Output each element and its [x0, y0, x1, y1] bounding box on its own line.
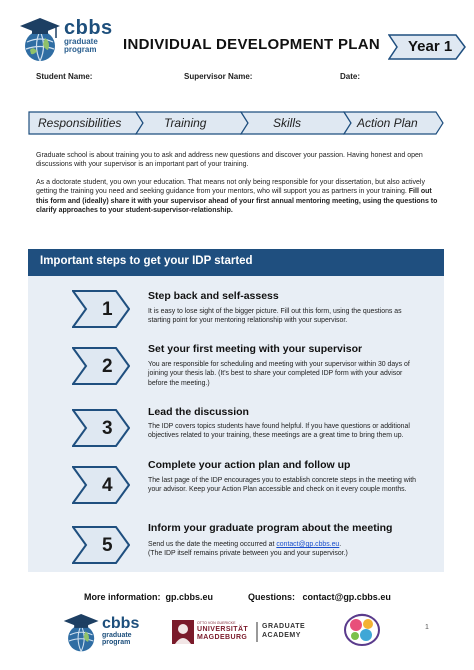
footer-logo-sub-1: graduate	[102, 632, 132, 639]
questions-email[interactable]: contact@gp.cbbs.eu	[302, 592, 391, 602]
more-info	[84, 592, 213, 602]
step-3-text: The IDP covers topics students have found helpful. If you have questions or additional objectives related to your training, these meetings are a great time to bring them up.	[148, 423, 410, 440]
academy-line-2: ACADEMY	[262, 632, 301, 639]
logo-subtitle-1: graduate	[64, 37, 98, 46]
university-logo	[172, 620, 252, 644]
step-4-number: 4	[102, 475, 113, 496]
cbbs-logo	[18, 16, 113, 66]
brain-icon	[342, 612, 382, 648]
more-info-url[interactable]: gp.cbbs.eu	[165, 592, 214, 602]
intro-paragraph-1: Graduate school is about training you to ask and address new questions and discover your passion. Having honest and open discussions with your supervisor is an important part of your training.	[36, 152, 423, 169]
step-5-text-a: Send us the date the meeting occurred at	[148, 541, 277, 548]
step-4-title: Complete your action plan and follow up	[148, 459, 351, 471]
step-5-text-b: .	[339, 541, 342, 548]
university-line-2: MAGDEBURG	[197, 634, 248, 641]
graduate-cap-globe-icon	[18, 16, 64, 66]
university-small-text: OTTO VON GUERICKE	[197, 621, 236, 625]
brain-network-logo	[342, 612, 382, 648]
step-1-chevron	[72, 290, 130, 328]
step-5-number: 5	[102, 535, 113, 556]
footer-cap-globe-icon	[62, 612, 102, 656]
steps-panel-header	[28, 249, 444, 276]
step-2-title: Set your first meeting with your supervisor	[148, 343, 363, 355]
step-1-title: Step back and self-assess	[148, 290, 279, 302]
footer-divider	[256, 622, 258, 642]
step-5-chevron	[72, 526, 130, 564]
academy-line-1: GRADUATE	[262, 623, 306, 630]
questions-info	[248, 592, 391, 602]
step-2-text: You are responsible for scheduling and meeting with your supervisor within 30 days of joining your thesis lab. (It's best to share your completed IDP form with your advisor before the meeting.)	[148, 361, 410, 387]
graduate-academy-logo	[262, 623, 305, 639]
step-4-chevron	[72, 466, 130, 504]
step-1-text: It is easy to lose sight of the bigger picture. Fill out this form, using the questions as starting point for your mentoring relationship with your supervisor.	[148, 308, 402, 325]
intro-text	[36, 151, 446, 223]
step-2-number: 2	[102, 356, 113, 377]
footer-cbbs-logo	[62, 612, 142, 656]
page-number: 1	[425, 624, 429, 631]
stage-training: Training	[164, 116, 207, 130]
contact-email-link[interactable]: contact@gp.cbbs.eu	[276, 541, 340, 548]
intro-paragraph-2-bold: Fill out this form and (ideally) share it with your supervisor ahead of your first annual mentoring meeting, using the questions to clarify approaches to your student-supervisor-relationship.	[36, 188, 438, 215]
logo-name: cbbs	[64, 17, 113, 39]
steps-panel-heading: Important steps to get your IDP started	[40, 255, 253, 267]
supervisor-name-label[interactable]: Supervisor Name:	[184, 72, 253, 81]
step-2-chevron	[72, 347, 130, 385]
step-4-text: The last page of the IDP encourages you to establish concrete steps in the meeting with your advisor. Keep your Action Plan accessible and check on it every couple months.	[148, 477, 417, 494]
footer-logo-name: cbbs	[102, 615, 140, 632]
step-1-number: 1	[102, 299, 113, 320]
stage-skills: Skills	[273, 116, 302, 130]
stage-responsibilities: Responsibilities	[38, 116, 122, 130]
date-label[interactable]: Date:	[340, 72, 361, 81]
student-name-label[interactable]: Student Name:	[36, 72, 93, 81]
footer-logo-sub-2: program	[102, 639, 131, 646]
step-5-text-c: (The IDP itself remains private between you and your supervisor.)	[148, 550, 348, 558]
questions-label: Questions:	[248, 592, 296, 602]
stage-arrow-bar	[28, 111, 444, 135]
logo-subtitle-2: program	[64, 45, 97, 54]
step-3-title: Lead the discussion	[148, 406, 249, 418]
intro-paragraph-2-text: As a doctorate student, you own your education. That means not only being responsible for your dissertation, but also actively getting the training you need and seeking guidance from your mentors, who will support you as partners in your training.	[36, 178, 425, 196]
steps-panel	[28, 249, 444, 572]
more-info-label: More information:	[84, 592, 161, 602]
page-title: INDIVIDUAL DEVELOPMENT PLAN	[123, 36, 381, 53]
step-3-number: 3	[102, 418, 113, 439]
year-label: Year 1	[408, 38, 453, 55]
intro-paragraph-2	[36, 178, 446, 216]
stage-action-plan: Action Plan	[357, 116, 418, 130]
university-line-1: UNIVERSITÄT	[197, 626, 249, 633]
step-3-chevron	[72, 409, 130, 447]
step-5-title: Inform your graduate program about the meeting	[148, 522, 393, 534]
step-5-text	[148, 540, 420, 559]
university-portrait-icon	[172, 620, 194, 644]
